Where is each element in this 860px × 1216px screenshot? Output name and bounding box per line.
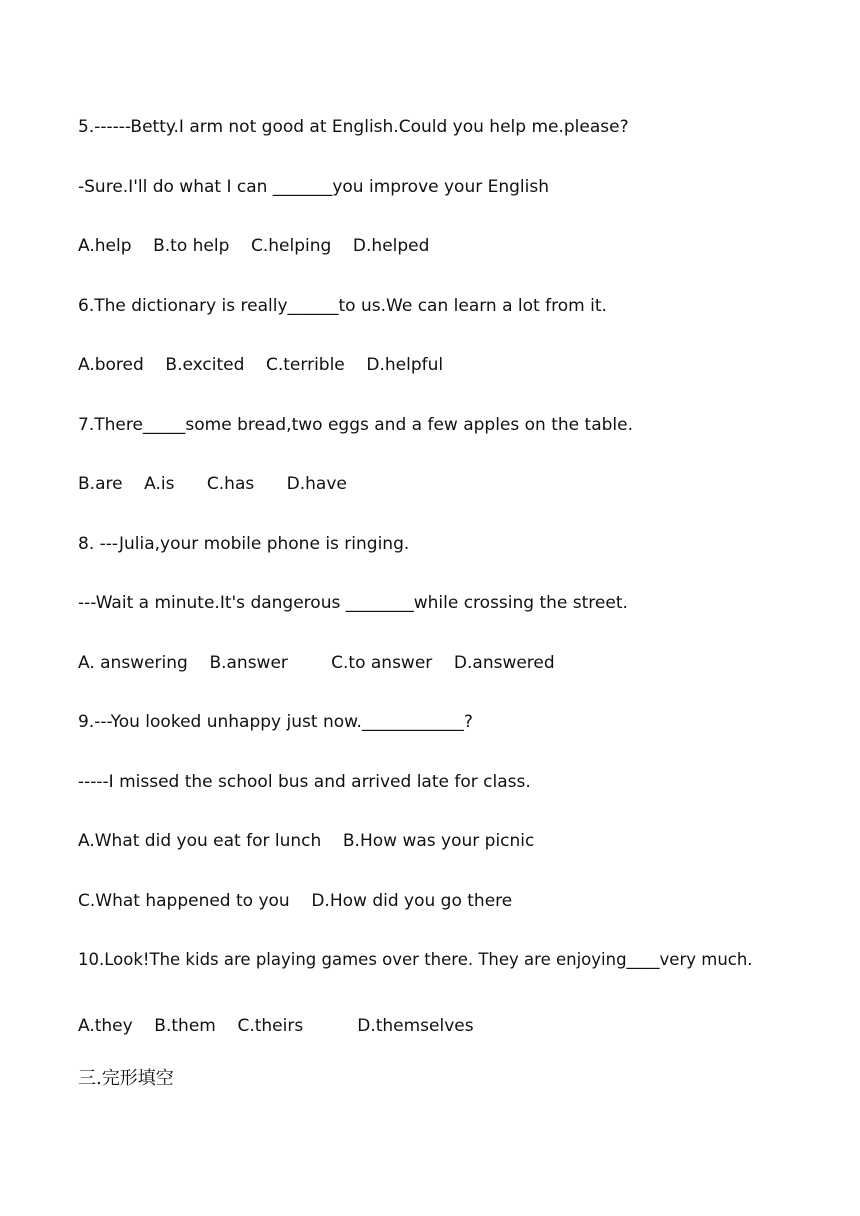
q7-options: B.are A.is C.has D.have <box>78 474 347 494</box>
q6-options: A.bored B.excited C.terrible D.helpful <box>78 355 444 375</box>
section-heading-cloze: 三.完形填空 <box>78 1068 174 1089</box>
q10-prompt: 10.Look!The kids are playing games over there. They are enjoying____very much. <box>78 950 753 969</box>
q9-response: -----I missed the school bus and arrived late for class. <box>78 772 531 792</box>
q9-options-ab: A.What did you eat for lunch B.How was your picnic <box>78 831 535 851</box>
q9-options-cd: C.What happened to you D.How did you go there <box>78 891 513 911</box>
q8-response: ---Wait a minute.It's dangerous ________while crossing the street. <box>78 593 628 613</box>
q7-prompt: 7.There_____some bread,two eggs and a few apples on the table. <box>78 415 633 435</box>
q5-response: -Sure.I'll do what I can _______you improve your English <box>78 177 550 197</box>
q8-options: A. answering B.answer C.to answer D.answered <box>78 653 555 673</box>
q10-options: A.they B.them C.theirs D.themselves <box>78 1016 474 1036</box>
q8-prompt: 8. ---Julia,your mobile phone is ringing. <box>78 534 410 554</box>
q9-prompt: 9.---You looked unhappy just now.____________? <box>78 712 473 732</box>
q5-prompt: 5.------Betty.I arm not good at English.Could you help me.please? <box>78 117 629 137</box>
q5-options: A.help B.to help C.helping D.helped <box>78 236 430 256</box>
q6-prompt: 6.The dictionary is really______to us.We can learn a lot from it. <box>78 296 607 316</box>
